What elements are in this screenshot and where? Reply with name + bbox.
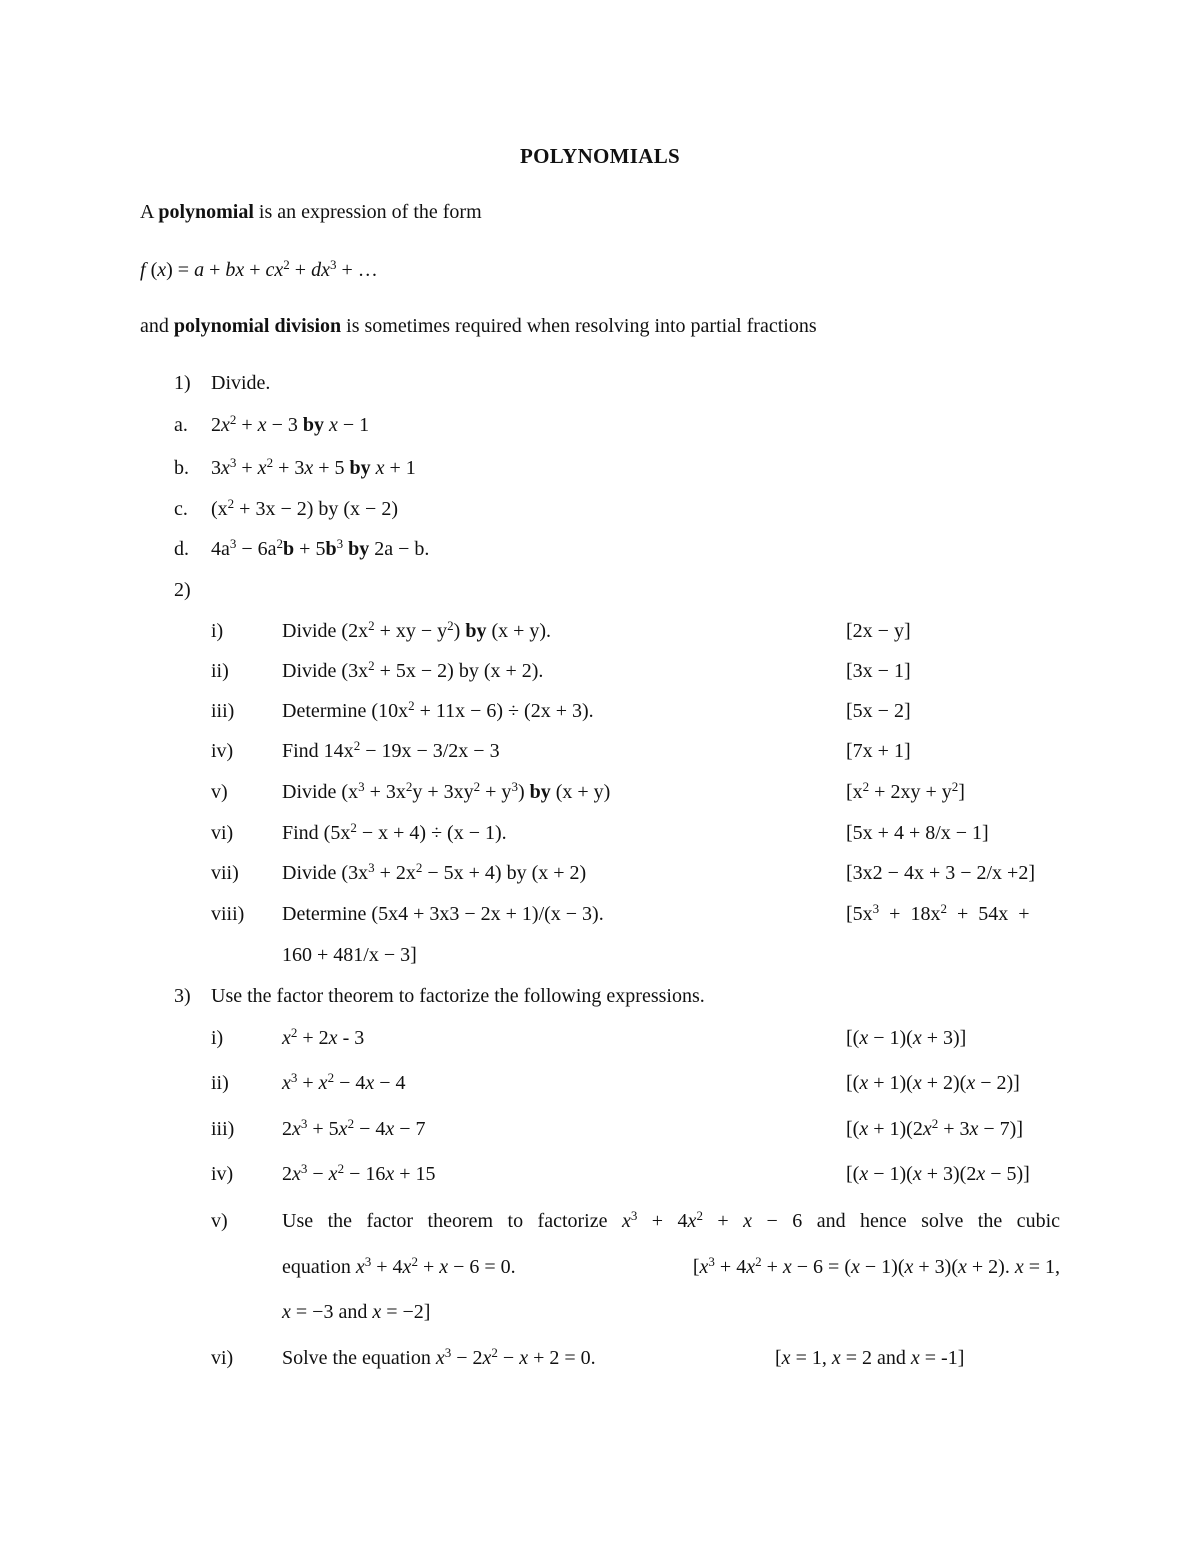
item-answer: [2x − y] — [846, 620, 911, 642]
item-answer-continuation: 160 + 481/x − 3] — [282, 944, 417, 966]
item-label: b. — [174, 457, 189, 479]
section-heading: Divide. — [211, 372, 271, 394]
item-text: $2x^3 - x^2 - 16x + 15$ — [282, 1160, 436, 1185]
item-answer: $[x^2 + 2xy + y^2]$ — [846, 778, 965, 803]
item-text: Use the factor theorem to factorize $x^3 + 4x^2 + x - 6$ and hence solve the cubic — [282, 1209, 1060, 1232]
item-text: $2x^2 + x - 3$ by x − 1 — [211, 411, 370, 436]
item-label: iii) — [211, 700, 235, 722]
item-answer: [3x − 1] — [846, 660, 911, 682]
division-note: and polynomial division is sometimes required when resolving into partial fractions — [140, 315, 817, 337]
item-answer: [5x + 4 + 8/x − 1] — [846, 822, 989, 844]
item-label: vi) — [211, 1347, 234, 1369]
section-number: 2) — [174, 579, 191, 601]
item-answer: [7x + 1] — [846, 740, 911, 762]
item-text: Determine $(10x^2 + 11x - 6) \div (2x + 3)$. — [282, 697, 594, 722]
item-text: $x^2 + 2x - 3$ — [282, 1024, 365, 1049]
item-text: Find $14x^2 - 19x - 3/2x - 3$ — [282, 737, 500, 762]
item-label: viii) — [211, 903, 245, 925]
polynomial-definition: A polynomial is an expression of the form — [140, 201, 482, 223]
item-text: $(x^2 + 3x - 2)$ by (x − 2) — [211, 495, 398, 520]
item-label: iv) — [211, 740, 234, 762]
item-label: a. — [174, 414, 188, 436]
item-answer: [(x − 1)(x + 3)(2x − 5)] — [846, 1163, 1030, 1185]
item-text: $4a^3 - 6a^2b + 5b^3$ by 2a − b. — [211, 535, 430, 560]
item-answer: [(x − 1)(x + 3)] — [846, 1027, 967, 1049]
item-text: Divide ($2x^2$ + xy − $y^2$) by (x + y). — [282, 617, 552, 642]
item-answer-continuation: x = −3 and x = −2] — [282, 1301, 431, 1323]
item-label: ii) — [211, 1072, 229, 1094]
polynomial-formula: f (x) = a + bx + $cx^2 + dx^3$ + … — [140, 256, 378, 281]
item-label: v) — [211, 781, 228, 803]
item-label: vii) — [211, 862, 239, 884]
item-label: iv) — [211, 1163, 234, 1185]
item-label: i) — [211, 620, 224, 642]
item-text: Divide $(3x^3 + 2x^2 - 5x + 4)$ by (x + 2) — [282, 859, 587, 884]
item-text: Solve the equation $x^3 - 2x^2 - x + 2 = 0$. — [282, 1344, 596, 1369]
section-number: 1) — [174, 372, 191, 394]
item-text: Divide $(3x^2 + 5x - 2)$ by (x + 2). — [282, 657, 544, 682]
item-label: ii) — [211, 660, 229, 682]
section-number: 3) — [174, 985, 191, 1007]
item-answer: [(x + 1)(x + 2)(x − 2)] — [846, 1072, 1020, 1094]
item-answer: [$x^3 + 4x^2 + x - 6 = (x - 1)(x + 3)(x + 2)$. x = 1, — [692, 1253, 1060, 1278]
item-answer: [$5x^3 + 18x^2 + 54x$ + — [846, 900, 1030, 925]
item-text-continuation: equation $x^3 + 4x^2 + x - 6 = 0$. — [282, 1253, 516, 1278]
item-label: d. — [174, 538, 189, 560]
item-answer: [3x2 − 4x + 3 − 2/x +2] — [846, 862, 1035, 884]
item-text: Determine (5x4 + 3x3 − 2x + 1)/(x − 3). — [282, 903, 604, 925]
item-text: $3x^3 + x^2 + 3x + 5$ by x + 1 — [211, 454, 416, 479]
item-answer: [x = 1, x = 2 and x = -1] — [775, 1347, 965, 1369]
item-label: iii) — [211, 1118, 235, 1140]
item-answer: [5x − 2] — [846, 700, 911, 722]
item-label: vi) — [211, 822, 234, 844]
page-title: POLYNOMIALS — [519, 144, 681, 168]
item-text: $2x^3 + 5x^2 - 4x - 7$ — [282, 1115, 426, 1140]
section-heading: Use the factor theorem to factorize the following expressions. — [211, 985, 705, 1007]
item-label: v) — [211, 1210, 228, 1232]
item-text: Divide $(x^3 + 3x^2y + 3xy^2 + y^3)$ by (x + y) — [282, 778, 611, 803]
item-text: $x^3 + x^2 - 4x - 4$ — [282, 1069, 406, 1094]
item-label: c. — [174, 498, 188, 520]
item-label: i) — [211, 1027, 224, 1049]
item-text: Find $(5x^2 - x + 4) \div (x - 1)$. — [282, 819, 507, 844]
item-answer: $[(x + 1)(2x^2 + 3x - 7)]$ — [846, 1115, 1023, 1140]
